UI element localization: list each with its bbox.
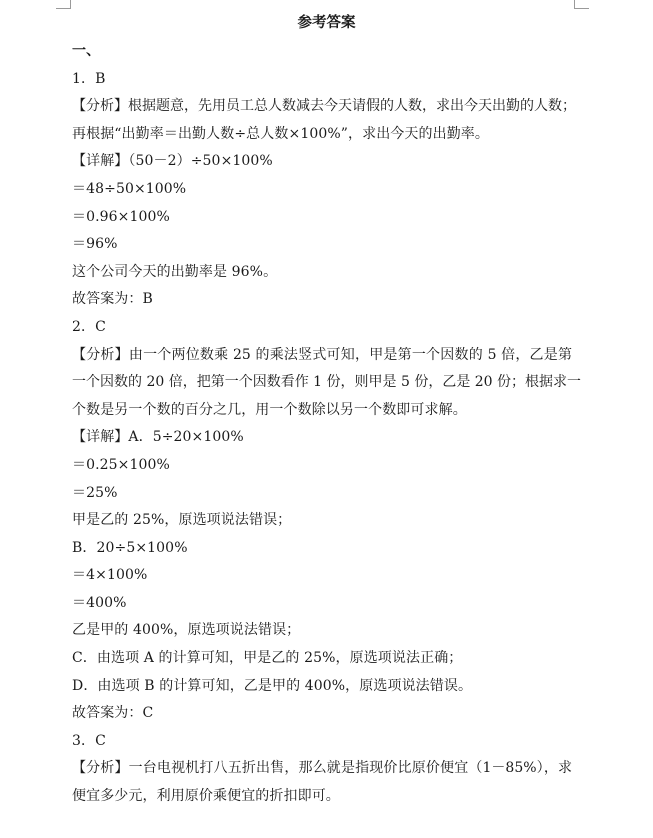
- question-1-detail-step-4: ＝96%: [72, 236, 118, 253]
- question-1-final-answer: 故答案为：B: [72, 291, 153, 308]
- question-2-detail-b-step-1: B．20÷5×100%: [72, 539, 188, 556]
- question-2-analysis-line-3: 个数是另一个数的百分之几，用一个数除以另一个数即可求解。: [72, 401, 467, 418]
- question-1-answer: 1．B: [72, 70, 106, 87]
- question-1-detail-step-3: ＝0.96×100%: [72, 208, 170, 225]
- question-1-analysis-line-2: 再根据“出勤率＝出勤人数÷总人数×100%”，求出今天的出勤率。: [72, 125, 489, 142]
- question-2-detail-b-step-2: ＝4×100%: [72, 567, 148, 584]
- question-1-detail-step-1: 【详解】（50－2）÷50×100%: [72, 153, 273, 170]
- question-3-analysis-line-1: 【分析】一台电视机打八五折出售，那么就是指现价比原价便宜（1－85%），求: [72, 760, 572, 777]
- question-1-analysis-line-1: 【分析】根据题意，先用员工总人数减去今天请假的人数，求出今天出勤的人数；: [72, 98, 576, 115]
- question-2-detail-d: D．由选项 B 的计算可知，乙是甲的 400%，原选项说法错误。: [72, 677, 473, 694]
- question-2-analysis-line-2: 一个因数的 20 倍，把第一个因数看作 1 份，则甲是 5 份，乙是 20 份；根据求一: [72, 374, 582, 391]
- question-2-answer: 2．C: [72, 318, 106, 335]
- question-2-final-answer: 故答案为：C: [72, 705, 154, 722]
- question-1-conclusion: 这个公司今天的出勤率是 96%。: [72, 263, 278, 280]
- page-title: 参考答案: [297, 14, 356, 31]
- question-3-answer: 3．C: [72, 732, 106, 749]
- question-2-detail-a-step-2: ＝0.25×100%: [72, 456, 170, 473]
- question-2-analysis-line-1: 【分析】由一个两位数乘 25 的乘法竖式可知，甲是第一个因数的 5 倍，乙是第: [72, 346, 572, 363]
- question-2-detail-b-step-3: ＝400%: [72, 594, 127, 611]
- question-1-detail-step-2: ＝48÷50×100%: [72, 180, 187, 197]
- page-corner-mark-left: [56, 0, 71, 9]
- page-corner-mark-right: [574, 0, 589, 9]
- question-2-detail-a-step-3: ＝25%: [72, 484, 118, 501]
- section-heading: 一、: [72, 43, 101, 59]
- question-2-detail-b-conclusion: 乙是甲的 400%，原选项说法错误；: [72, 622, 301, 639]
- question-2-detail-a-step-1: 【详解】A．5÷20×100%: [72, 429, 244, 446]
- question-3-analysis-line-2: 便宜多少元，利用原价乘便宜的折扣即可。: [72, 788, 340, 805]
- document-body: [72, 38, 592, 811]
- question-2-detail-a-conclusion: 甲是乙的 25%，原选项说法错误；: [72, 512, 292, 529]
- question-2-detail-c: C．由选项 A 的计算可知，甲是乙的 25%，原选项说法正确；: [72, 650, 463, 667]
